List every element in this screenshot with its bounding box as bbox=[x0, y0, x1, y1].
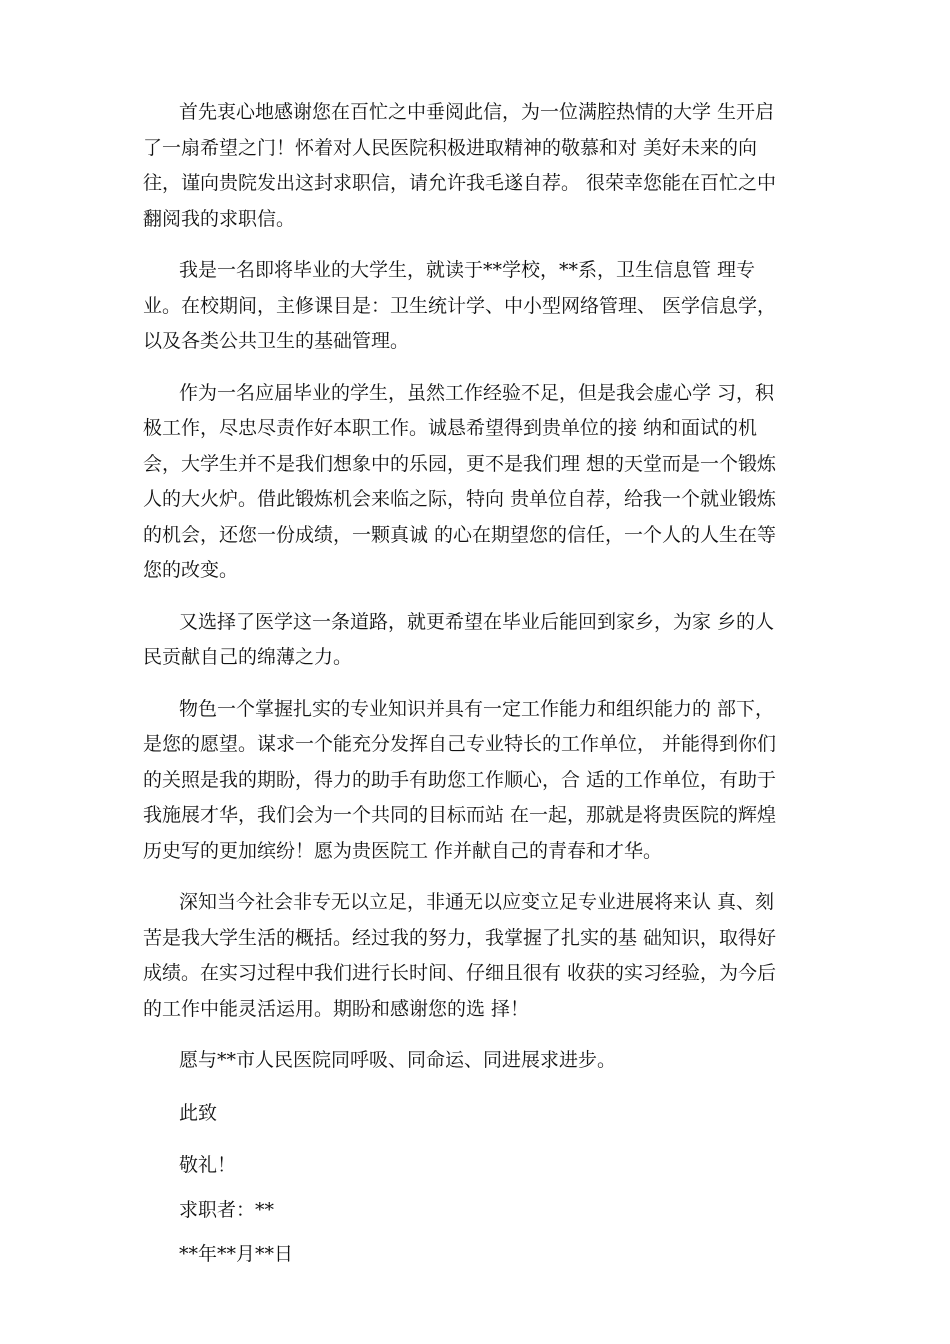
text-line: 苦是我大学生活的概括。经过我的努力，我掌握了扎实的基 础知识，取得好 bbox=[143, 926, 777, 949]
paragraph-experience bbox=[143, 885, 831, 1027]
text-line: 以及各类公共卫生的基础管理。 bbox=[143, 330, 410, 352]
text-line: 又选择了医学这一条道路，就更希望在毕业后能回到家乡，为家 乡的人 bbox=[179, 610, 775, 633]
text-line: 作为一名应届毕业的学生，虽然工作经验不足，但是我会虚心学 习，积 bbox=[179, 381, 775, 404]
text-line: 深知当今社会非专无以立足，非通无以应变立足专业进展将来认 真、刻 bbox=[179, 891, 775, 913]
text-line: 极工作，尽忠尽责作好本职工作。诚恳希望得到贵单位的接 纳和面试的机 bbox=[143, 417, 758, 439]
text-line: 是您的愿望。谋求一个能充分发挥自己专业特长的工作单位， 并能得到你们 bbox=[143, 733, 777, 755]
text-line: 您的改变。 bbox=[143, 559, 239, 581]
applicant-signature: 求职者：** bbox=[179, 1198, 275, 1221]
paragraph-hometown bbox=[143, 605, 831, 676]
text-line: 的关照是我的期盼，得力的助手有助您工作顺心，合 适的工作单位，有助于 bbox=[143, 768, 777, 791]
text-line: 物色一个掌握扎实的专业知识并具有一定工作能力和组织能力的 部下， bbox=[179, 697, 775, 720]
letter-date: **年**月**日 bbox=[179, 1243, 294, 1265]
text-line: 历史写的更加缤纷！愿为贵医院工 作并献自己的青春和才华。 bbox=[143, 839, 663, 862]
text-line: 的机会，还您一份成绩，一颗真诚 的心在期望您的信任，一个人的人生在等 bbox=[143, 523, 777, 546]
text-line: 了一扇希望之门！怀着对人民医院积极进取精神的敬慕和对 美好未来的向 bbox=[143, 136, 758, 159]
closing-regards: 敬礼！ bbox=[179, 1154, 237, 1176]
text-line: 往，谨向贵院发出这封求职信，请允许我毛遂自荐。 很荣幸您能在百忙之中 bbox=[143, 172, 777, 194]
text-line: 的工作中能灵活运用。期盼和感谢您的选 择！ bbox=[143, 997, 530, 1020]
closing-salutation: 此致 bbox=[179, 1101, 218, 1124]
text-line: 我是一名即将毕业的大学生，就读于**学校，**系，卫生信息管 理专 bbox=[179, 259, 756, 281]
paragraph-introduction bbox=[143, 253, 831, 360]
text-line: 我施展才华，我们会为一个共同的目标而站 在一起，那就是将贵医院的辉煌 bbox=[143, 804, 777, 826]
paragraph-aspiration bbox=[143, 692, 831, 870]
text-line: 人的大火炉。借此锻炼机会来临之际，特向 贵单位自荐，给我一个就业锻炼 bbox=[143, 488, 777, 510]
text-line: 翻阅我的求职信。 bbox=[143, 207, 296, 230]
text-line: 业。在校期间，主修课目是：卫生统计学、中小型网络管理、 医学信息学， bbox=[143, 294, 777, 317]
text-line: 会，大学生并不是我们想象中的乐园，更不是我们理 想的天堂而是一个锻炼 bbox=[143, 452, 777, 475]
closing-wish: 愿与**市人民医院同呼吸、同命运、同进展求进步。 bbox=[179, 1049, 617, 1071]
letter-page bbox=[143, 95, 831, 1273]
text-line: 首先衷心地感谢您在百忙之中垂阅此信，为一位满腔热情的大学 生开启 bbox=[179, 101, 775, 123]
text-line: 成绩。在实习过程中我们进行长时间、仔细且很有 收获的实习经验，为今后 bbox=[143, 962, 777, 984]
paragraph-motivation bbox=[143, 376, 831, 589]
text-line: 民贡献自己的绵薄之力。 bbox=[143, 646, 353, 668]
paragraph-gratitude bbox=[143, 95, 831, 237]
